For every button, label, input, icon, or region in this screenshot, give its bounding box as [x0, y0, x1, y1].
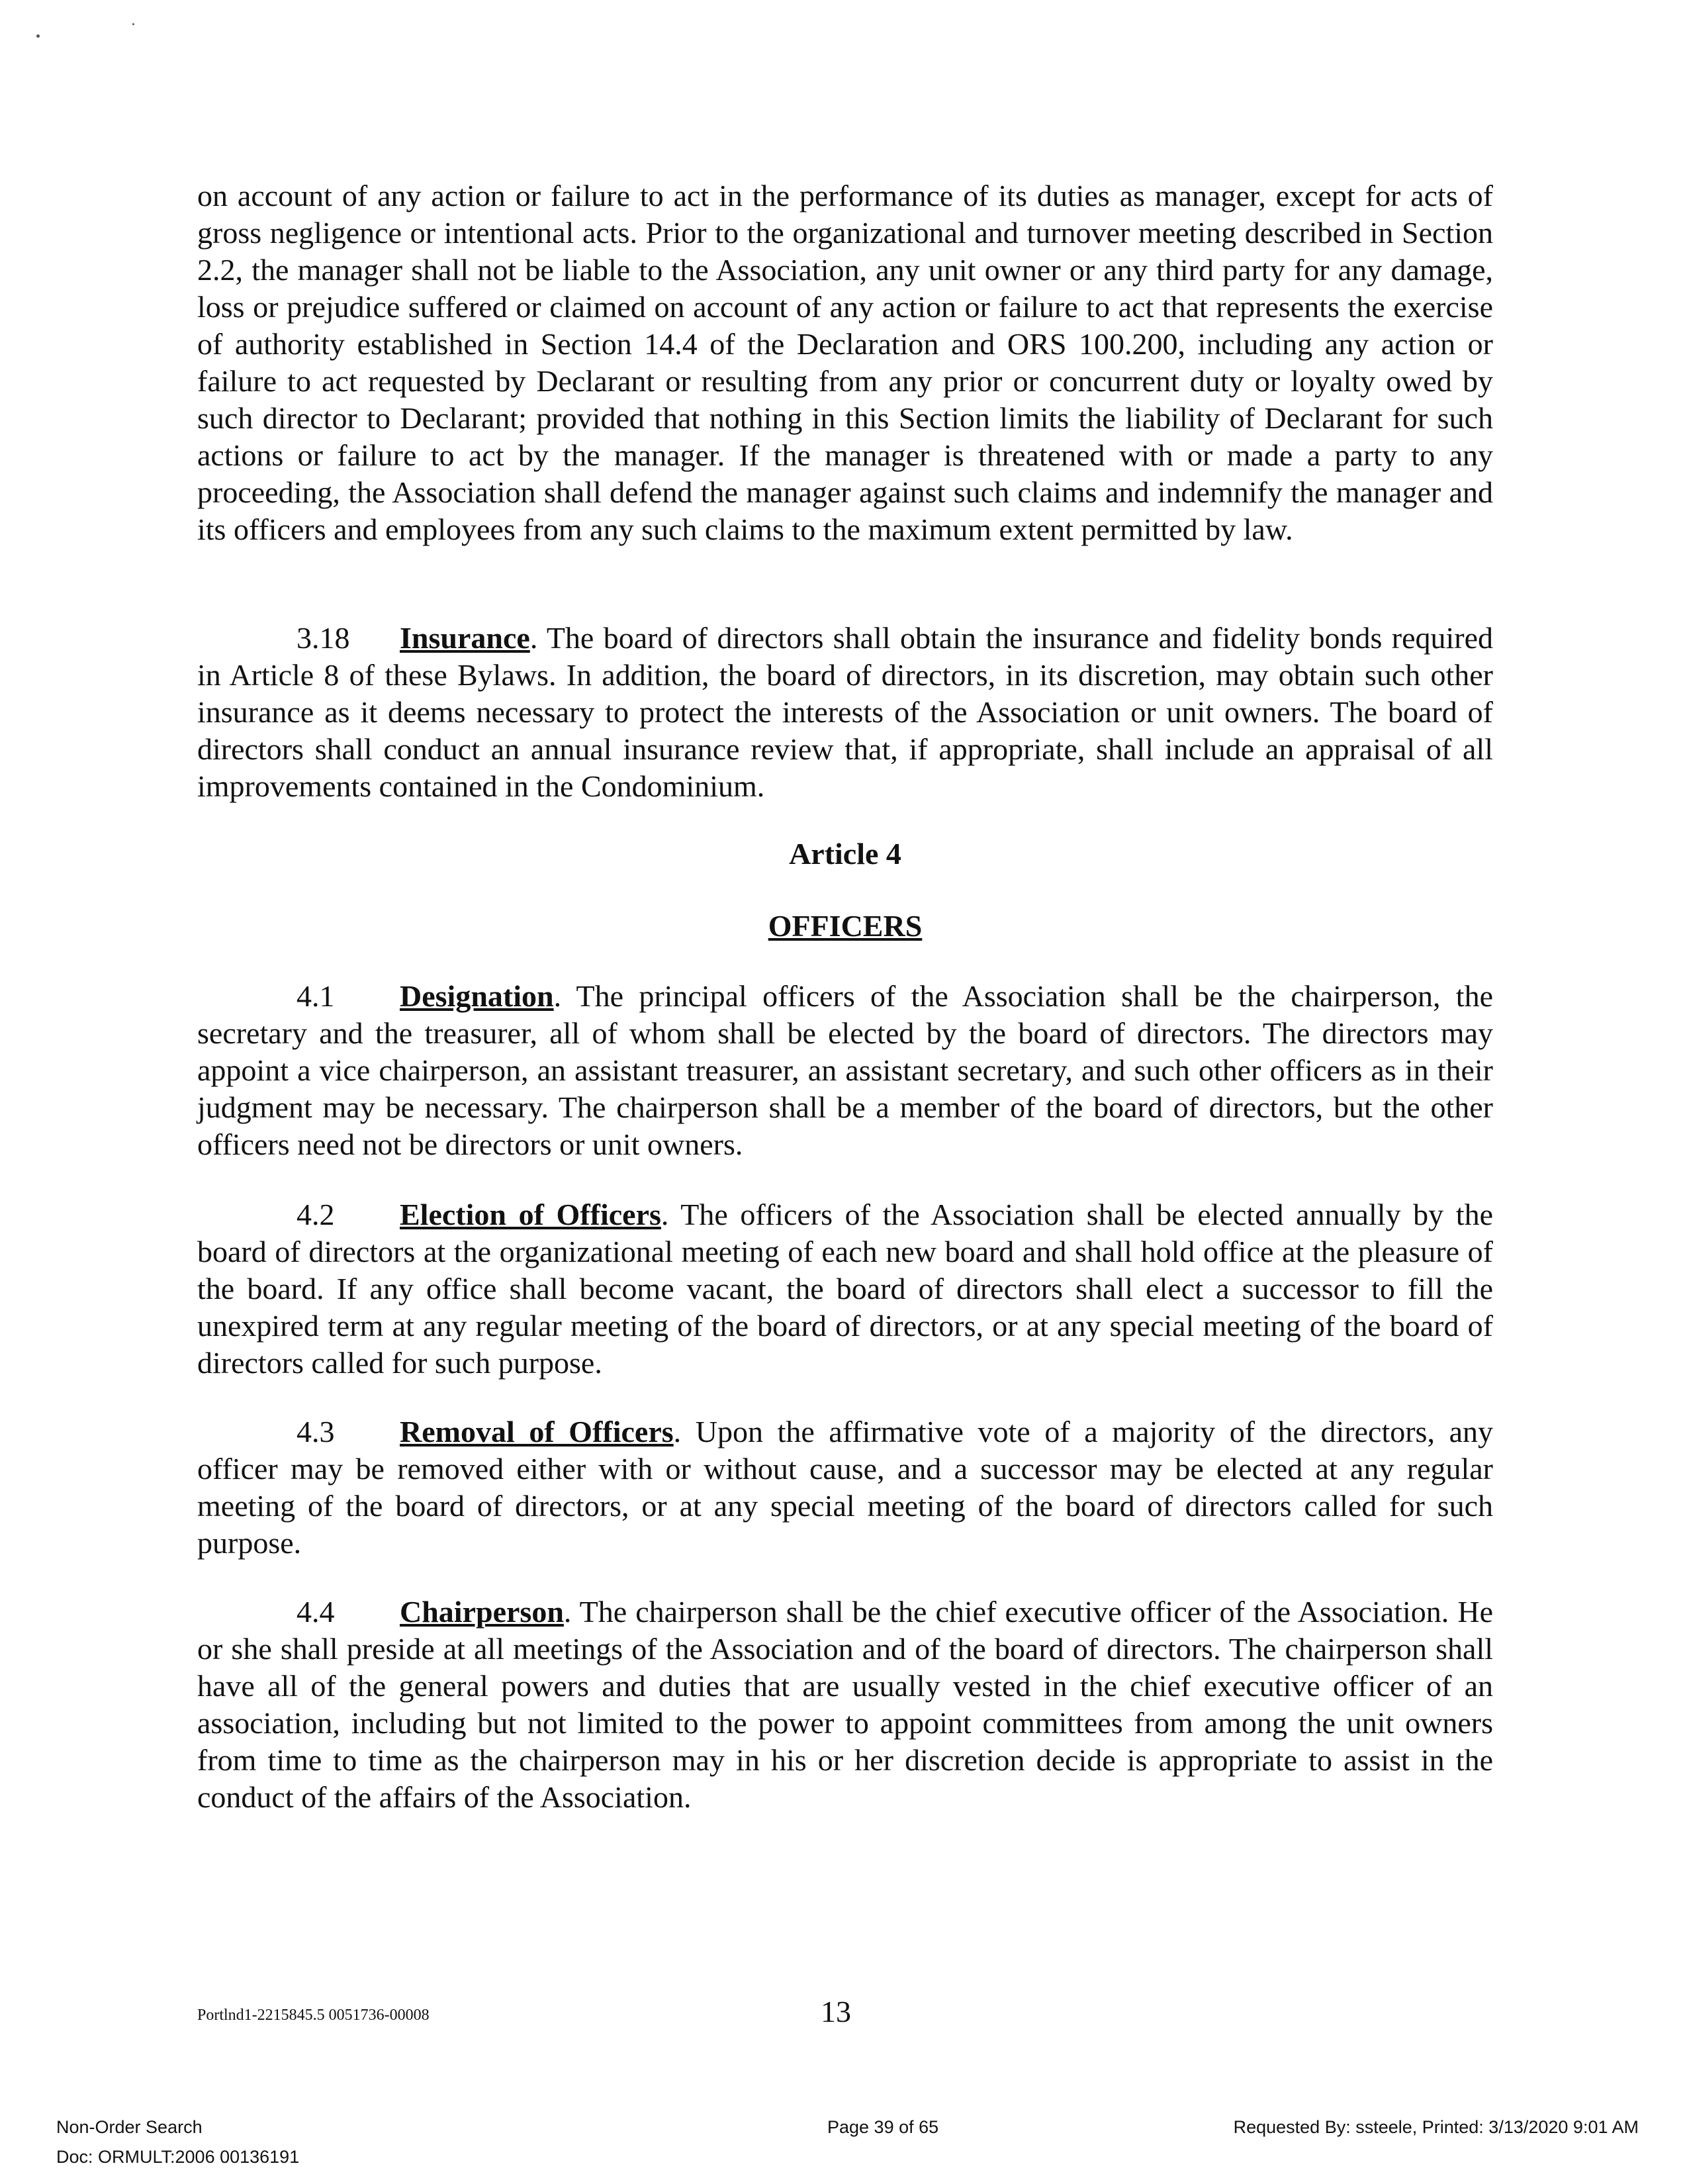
section-text: . The principal officers of the Association shall be the chairperson, the secretary and the treasurer, all of whom shall be elected by the board of directors. The directors may appoint a vice chairperson, an assistant treasurer, an assistant secretary, and such other officers as in their judgment may be necessary. The chairperson shall be a member of the board of directors, but the other officers need not be directors or unit owners. [197, 979, 1493, 1161]
page-count-label: Page 39 of 65 [827, 2117, 939, 2137]
page-number: 13 [821, 1995, 851, 2028]
scan-speck [36, 34, 40, 38]
section-4-3 [197, 1413, 1493, 1562]
section-text: . The board of directors shall obtain the insurance and fidelity bonds required in Article 8 of these Bylaws. In addition, the board of directors, in its discretion, may obtain such other insurance as it deems necessary to protect the interests of the Association or unit owners. The board of directors shall conduct an annual insurance review that, if appropriate, shall include an appraisal of all improvements contained in the Condominium. [197, 621, 1493, 803]
section-number: 3.18 [296, 621, 350, 655]
section-3-18 [197, 620, 1493, 805]
scan-speck [132, 23, 134, 25]
section-number: 4.4 [296, 1595, 335, 1629]
section-text: . Upon the affirmative vote of a majority of the directors, any officer may be removed either with or without cause, and a successor may be elected at any regular meeting of the board of directors, or at any special meeting of the board of directors called for such purpose. [197, 1415, 1493, 1560]
section-title: Designation [400, 979, 554, 1013]
section-text: . The officers of the Association shall be elected annually by the board of directors at the organizational meeting of each new board and shall hold office at the pleasure of the board. If any office shall become vacant, the board of directors shall elect a successor to fill the unexpired term at any regular meeting of the board of directors, or at any special meeting of the board of directors called for such purpose. [197, 1198, 1493, 1380]
requested-by-label: Requested By: ssteele, Printed: 3/13/2020 9:01 AM [1233, 2117, 1639, 2137]
article-heading: Article 4 [789, 837, 901, 871]
section-title: Election of Officers [400, 1198, 661, 1231]
section-number: 4.1 [296, 979, 335, 1013]
section-4-1 [197, 978, 1493, 1163]
doc-id-label: Doc: ORMULT:2006 00136191 [56, 2147, 300, 2167]
section-4-2 [197, 1196, 1493, 1382]
document-reference: Portlnd1-2215845.5 0051736-00008 [197, 2007, 430, 2024]
section-title: Removal of Officers [400, 1415, 674, 1448]
section-number: 4.3 [296, 1415, 335, 1448]
section-text: . The chairperson shall be the chief executive officer of the Association. He or she shall preside at all meetings of the Association and of the board of directors. The chairperson shall have all of the general powers and duties that are usually vested in the chief executive officer of an association, including but not limited to the power to appoint committees from among the unit owners from time to time as the chairperson may in his or her discretion decide is appropriate to assist in the conduct of the affairs of the Association. [197, 1595, 1493, 1814]
search-type-label: Non-Order Search [56, 2117, 203, 2137]
section-number: 4.2 [296, 1198, 335, 1231]
article-title [197, 908, 1493, 943]
section-title: Insurance [400, 621, 530, 655]
section-title: Chairperson [400, 1595, 564, 1629]
paragraph-manager-liability: on account of any action or failure to act in the performance of its duties as manager, except for acts of gross negligence or intentional acts. Prior to the organizational and turnover meeting described in Section 2.2, the manager shall not be liable to the Association, any unit owner or any third party for any damage, loss or prejudice suffered or claimed on account of any action or failure to act that represents the exercise of authority established in Section 14.4 of the Declaration and ORS 100.200, including any action or failure to act requested by Declarant or resulting from any prior or concurrent duty or loyalty owed by such director to Declarant; provided that nothing in this Section limits the liability of Declarant for such actions or failure to act by the manager. If the manager is threatened with or made a party to any proceeding, the Association shall defend the manager against such claims and indemnify the manager and its officers and employees from any such claims to the maximum extent permitted by law. [197, 179, 1493, 546]
article-title-text: OFFICERS [768, 909, 923, 943]
section-4-4 [197, 1593, 1493, 1816]
